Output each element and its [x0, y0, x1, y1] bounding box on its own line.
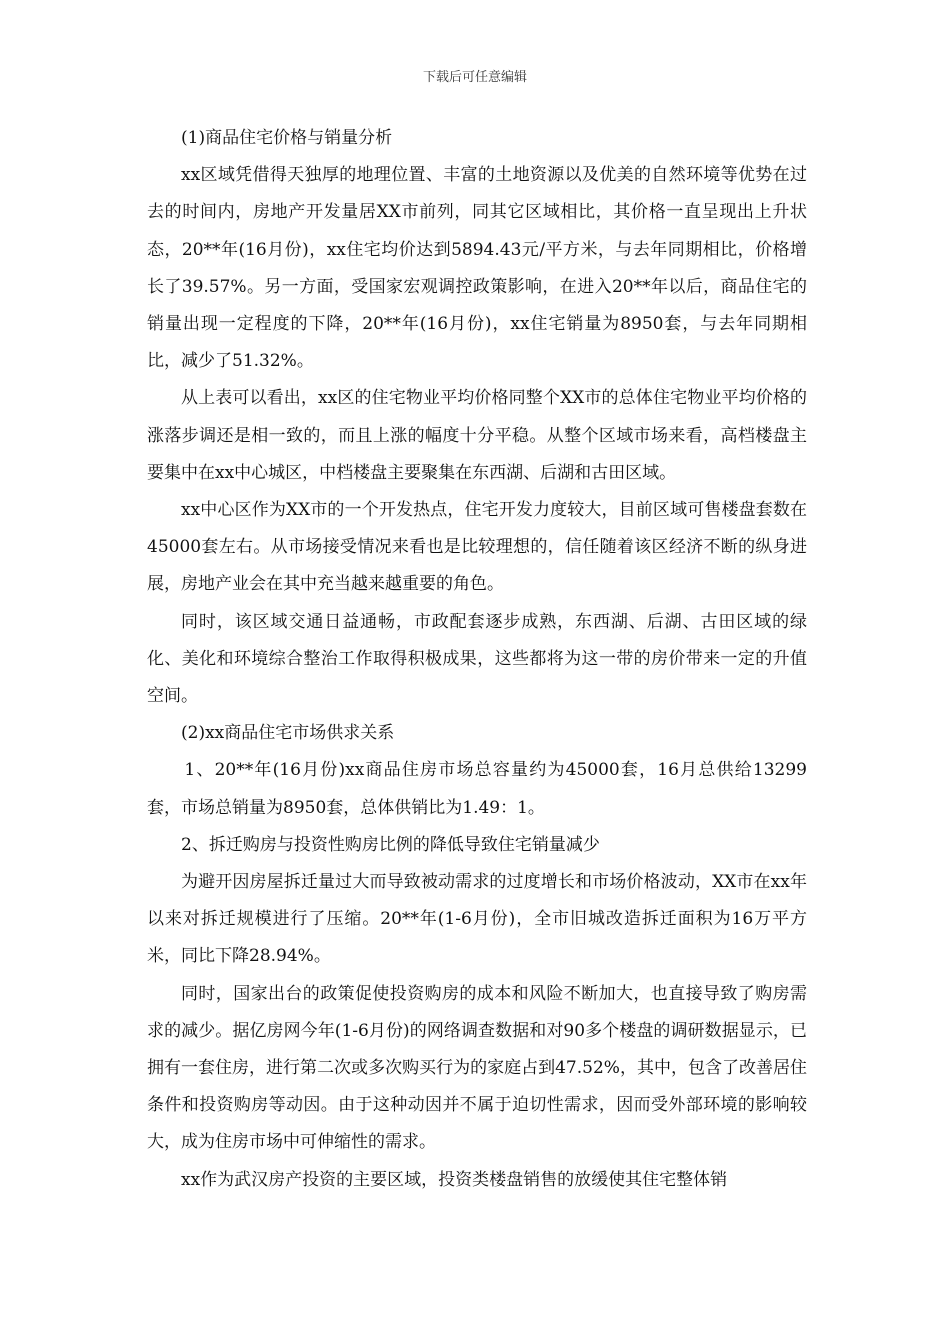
section-heading-supply-demand: (2)xx商品住宅市场供求关系: [181, 723, 395, 744]
paragraph: xx作为武汉房产投资的主要区域，投资类楼盘销售的放缓使其住宅整体销: [181, 1169, 728, 1190]
paragraph: 同时，该区域交通日益通畅，市政配套逐步成熟，东西湖、后湖、古田区域的绿化、美化和环境综合整治工作取得积极成果，这些都将为这一带的房价带来一定的升值空间。: [147, 611, 807, 707]
paragraph: 为避开因房屋拆迁量过大而导致被动需求的过度增长和市场价格波动，XX市在xx年以来对拆迁规模进行了压缩。20**年(1-6月份)，全市旧城改造拆迁面积为16万平方米，同比下降28.94%。: [147, 872, 807, 967]
paragraph: 从上表可以看出，xx区的住宅物业平均价格同整个XX市的总体住宅物业平均价格的涨落步调还是相一致的，而且上涨的幅度十分平稳。从整个区域市场来看，高档楼盘主要集中在xx中心城区，中档楼盘主要聚集在东西湖、后湖和古田区域。: [147, 388, 807, 483]
list-item: 2、拆迁购房与投资性购房比例的降低导致住宅销量减少: [181, 834, 600, 855]
paragraph: xx中心区作为XX市的一个开发热点，住宅开发力度较大，目前区域可售楼盘套数在45000套左右。从市场接受情况来看也是比较理想的，信任随着该区经济不断的纵身进展，房地产业会在其中充当越来越重要的角色。: [147, 500, 807, 595]
paragraph: 同时，国家出台的政策促使投资购房的成本和风险不断加大，也直接导致了购房需求的减少。据亿房网今年(1-6月份)的网络调查数据和对90多个楼盘的调研数据显示，已拥有一套住房，进行第二次或多次购买行为的家庭占到47.52%，其中，包含了改善居住条件和投资购房等动因。由于这种动因并不属于迫切性需求，因而受外部环境的影响较大，成为住房市场中可伸缩性的需求。: [147, 983, 807, 1153]
page-header: 下载后可任意编辑: [422, 70, 527, 85]
document-body: [147, 120, 807, 1199]
list-item: 1、20**年(16月份)xx商品住房市场总容量约为45000套，16月总供给13299套，市场总销量为8950套，总体供销比为1.49：1。: [147, 760, 807, 818]
paragraph: xx区域凭借得天独厚的地理位置、丰富的土地资源以及优美的自然环境等优势在过去的时间内，房地产开发量居XX市前列，同其它区域相比，其价格一直呈现出上升状态，20**年(16月份)，xx住宅均价达到5894.43元/平方米，与去年同期相比，价格增长了39.57%。另一方面，受国家宏观调控政策影响，在进入20**年以后，商品住宅的销量出现一定程度的下降，20**年(16月份)，xx住宅销量为8950套，与去年同期相比，减少了51.32%。: [147, 165, 807, 372]
section-heading-price-sales: (1)商品住宅价格与销量分析: [181, 128, 393, 148]
